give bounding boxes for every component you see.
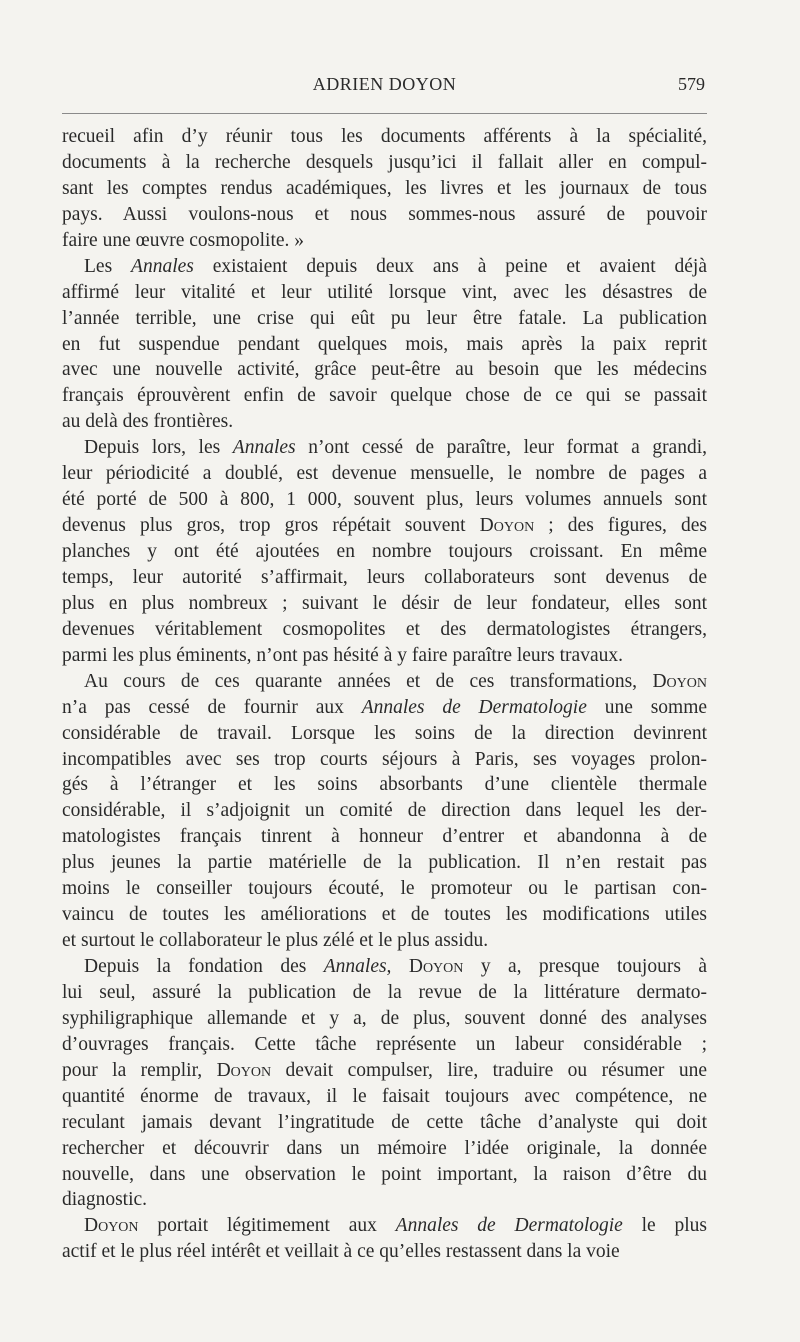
text-line <box>62 747 707 773</box>
text-line <box>62 980 707 1006</box>
text-segment: n’a pas cessé de fournir aux <box>62 696 362 718</box>
text-segment: Au cours de ces quarante années et de ces transformations, <box>84 670 653 692</box>
text-segment: temps, leur autorité s’affirmait, leurs collaborateurs sont devenus de <box>62 566 707 588</box>
page-header <box>62 74 707 102</box>
text-line <box>62 1110 707 1136</box>
text-line <box>62 1136 707 1162</box>
text-line <box>62 772 707 798</box>
text-segment: français éprouvèrent enfin de savoir quelque chose de ce qui se passait <box>62 385 707 407</box>
text-segment: gés à l’étranger et les soins absorbants d’une clientèle thermale <box>62 774 707 796</box>
text-line <box>62 928 707 954</box>
text-line <box>62 383 707 409</box>
small-caps-name: Doyon <box>84 1215 139 1237</box>
text-line <box>62 409 707 435</box>
text-segment: leur périodicité a doublé, est devenue mensuelle, le nombre de pages a <box>62 463 707 485</box>
italic-text: Annales, <box>323 956 392 977</box>
italic-text: Annales de Dermatologie <box>361 696 587 718</box>
text-line <box>62 643 707 669</box>
text-line <box>62 461 707 487</box>
text-line <box>62 176 707 202</box>
text-line <box>62 1032 707 1058</box>
text-line <box>62 150 707 176</box>
running-title: ADRIEN DOYON <box>312 74 457 94</box>
text-line <box>62 876 707 902</box>
text-segment: devait compulser, lire, traduire ou résumer une <box>271 1059 707 1081</box>
small-caps-name: Doyon <box>408 956 464 977</box>
text-line <box>62 1084 707 1110</box>
text-segment: Depuis la fondation des <box>84 956 324 977</box>
text-segment: portait légitimement aux <box>138 1215 396 1237</box>
text-segment: sant les comptes rendus académiques, les livres et les journaux de tous <box>62 177 707 199</box>
text-segment: vaincu de toutes les améliorations et de toutes les modifications utiles <box>62 904 707 926</box>
text-line <box>62 669 707 695</box>
text-segment: diagnostic. <box>62 1189 148 1211</box>
text-segment: une somme <box>586 696 708 718</box>
text-segment: nouvelle, dans une observation le point important, la raison d’être du <box>62 1163 707 1185</box>
text-segment: rechercher et découvrir dans un mémoire l’idée originale, la donnée <box>62 1137 707 1159</box>
text-line <box>62 824 707 850</box>
header-rule <box>62 113 707 114</box>
text-line <box>62 202 707 228</box>
text-segment: au delà des frontières. <box>62 411 234 433</box>
text-segment: considérable, il s’adjoignit un comité de direction dans lequel les der- <box>62 800 707 822</box>
text-segment: faire une œuvre cosmopolite. » <box>62 229 305 251</box>
text-line <box>62 435 707 461</box>
text-line <box>62 539 707 565</box>
text-segment: affirmé leur vitalité et leur utilité lorsque vint, avec les désastres de <box>62 281 707 303</box>
text-segment: d’ouvrages français. Cette tâche représente un labeur considérable ; <box>62 1033 707 1055</box>
text-line <box>62 954 707 980</box>
text-segment: ; des figures, des <box>534 515 707 537</box>
text-segment: plus en plus nombreux ; suivant le désir de leur fondateur, elles sont <box>62 592 707 614</box>
text-segment: y a, presque toujours à <box>463 956 707 977</box>
text-line <box>62 565 707 591</box>
text-line <box>62 1239 707 1265</box>
italic-text: Annales <box>232 437 296 459</box>
text-segment: devenus plus gros, trop gros répétait souvent <box>62 515 480 537</box>
text-line <box>62 332 707 358</box>
small-caps-name: Doyon <box>479 515 535 537</box>
text-line <box>62 591 707 617</box>
text-segment: recueil afin d’y réunir tous les documents afférents à la spécialité, <box>62 126 707 147</box>
text-line <box>62 513 707 539</box>
italic-text: Annales <box>131 255 194 277</box>
text-segment: reculant jamais devant l’ingratitude de cette tâche d’analyste qui doit <box>62 1111 707 1133</box>
text-segment: moins le conseiller toujours écouté, le promoteur ou le partisan con- <box>62 878 707 900</box>
body-text <box>62 124 707 1265</box>
text-segment: incompatibles avec ses trop courts séjours à Paris, ses voyages prolon- <box>62 748 707 770</box>
text-line <box>62 280 707 306</box>
text-segment: planches y ont été ajoutées en nombre toujours croissant. En même <box>62 541 707 562</box>
text-segment: lui seul, assuré la publication de la revue de la littérature dermato- <box>62 981 707 1003</box>
text-segment: et surtout le collaborateur le plus zélé et le plus assidu. <box>62 930 489 952</box>
text-line <box>62 124 707 150</box>
text-line <box>62 1162 707 1188</box>
text-segment: quantité énorme de travaux, il le faisait toujours avec compétence, ne <box>62 1085 707 1107</box>
small-caps-name: Doyon <box>216 1059 272 1081</box>
text-segment: actif et le plus réel intérêt et veillait à ce qu’elles restassent dans la voie <box>62 1241 620 1263</box>
text-segment: n’ont cessé de paraître, leur format a grandi, <box>295 437 708 459</box>
text-segment: devenues véritablement cosmopolites et des dermatologistes étrangers, <box>62 618 707 640</box>
text-line <box>62 721 707 747</box>
text-line <box>62 1213 707 1239</box>
text-line <box>62 850 707 876</box>
text-segment: parmi les plus éminents, n’ont pas hésité à y faire paraître leurs travaux. <box>62 644 623 666</box>
page-number: 579 <box>678 74 705 94</box>
text-segment: avec une nouvelle activité, grâce peut-être au besoin que les médecins <box>62 359 707 381</box>
text-line <box>62 254 707 280</box>
text-segment: l’année terrible, une crise qui eût pu leur être fatale. La publication <box>62 307 707 329</box>
text-segment: considérable de travail. Lorsque les soins de la direction devinrent <box>62 722 707 744</box>
text-line <box>62 228 707 254</box>
text-line <box>62 695 707 721</box>
italic-text: Annales de Dermatologie <box>395 1215 623 1237</box>
text-segment: en fut suspendue pendant quelques mois, mais après la paix reprit <box>62 333 707 355</box>
text-segment: plus jeunes la partie matérielle de la publication. Il n’en restait pas <box>62 852 707 874</box>
text-segment <box>391 956 408 977</box>
text-line <box>62 798 707 824</box>
text-line <box>62 487 707 513</box>
text-segment: syphiligraphique allemande et y a, de plus, souvent donné des analyses <box>62 1007 707 1029</box>
text-line <box>62 1006 707 1032</box>
text-line <box>62 617 707 643</box>
text-segment: Depuis lors, les <box>84 437 233 459</box>
text-line <box>62 306 707 332</box>
text-segment: documents à la recherche desquels jusqu’ici il fallait aller en compul- <box>62 151 707 173</box>
text-line <box>62 1058 707 1084</box>
text-line <box>62 357 707 383</box>
text-segment: le plus <box>622 1215 707 1237</box>
text-segment: été porté de 500 à 800, 1 000, souvent plus, leurs volumes annuels sont <box>62 489 707 511</box>
text-segment: Les <box>84 255 132 277</box>
text-segment: pour la remplir, <box>62 1059 217 1081</box>
text-line <box>62 1187 707 1213</box>
text-segment: existaient depuis deux ans à peine et avaient déjà <box>193 255 707 277</box>
text-segment: pays. Aussi voulons-nous et nous sommes-nous assuré de pouvoir <box>62 203 707 225</box>
text-line <box>62 902 707 928</box>
small-caps-name: Doyon <box>652 670 707 692</box>
text-segment: matologistes français tinrent à honneur d’entrer et abandonna à de <box>62 826 707 848</box>
